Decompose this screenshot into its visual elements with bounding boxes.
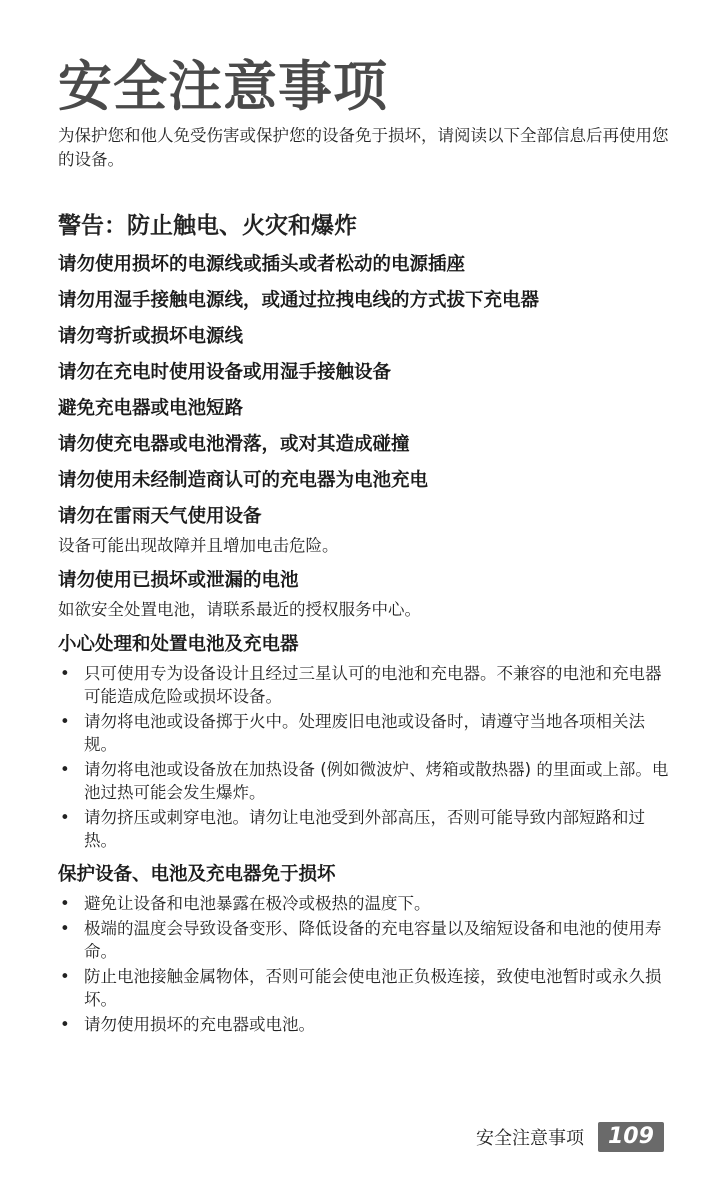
bullet-icon: • [60, 1015, 70, 1034]
list-item [58, 965, 670, 1011]
list-item [58, 662, 670, 708]
list-item-text: 极端的温度会导致设备变形、降低设备的充电容量以及缩短设备和电池的使用寿命。 [84, 919, 662, 961]
section [58, 504, 670, 558]
section-title: 请勿使用已损坏或泄漏的电池 [58, 570, 299, 591]
warning-heading: 警告：防止触电、火灾和爆炸 [58, 213, 357, 239]
section [58, 360, 670, 386]
section-title: 请勿使用未经制造商认可的充电器为电池充电 [58, 470, 429, 491]
list-item [58, 806, 670, 852]
intro-paragraph: 为保护您和他人免受伤害或保护您的设备免于损坏，请阅读以下全部信息后再使用您的设备。 [58, 126, 669, 169]
page-title: 安全注意事项 [58, 55, 388, 118]
section-body: 如欲安全处置电池，请联系最近的授权服务中心。 [58, 600, 421, 619]
bullet-icon: • [60, 967, 70, 986]
list-item-text: 请勿使用损坏的充电器或电池。 [84, 1015, 315, 1034]
section [58, 432, 670, 458]
list-item [58, 710, 670, 756]
section-title: 请勿用湿手接触电源线，或通过拉拽电线的方式拔下充电器 [58, 290, 540, 311]
bullet-list [58, 662, 670, 852]
document-page [58, 52, 670, 1038]
page-number: 109 [598, 1122, 664, 1152]
section [58, 632, 670, 852]
section-title: 请勿在充电时使用设备或用湿手接触设备 [58, 362, 392, 383]
list-item [58, 758, 670, 804]
list-item-text: 避免让设备和电池暴露在极冷或极热的温度下。 [84, 894, 431, 913]
list-item-text: 请勿将电池或设备放在加热设备 (例如微波炉、烤箱或散热器) 的里面或上部。电池过热可能会发生爆炸。 [84, 760, 669, 802]
section-title: 保护设备、电池及充电器免于损坏 [58, 864, 336, 885]
section [58, 862, 670, 1036]
section-body: 设备可能出现故障并且增加电击危险。 [58, 536, 339, 555]
section [58, 252, 670, 278]
list-item-text: 只可使用专为设备设计且经过三星认可的电池和充电器。不兼容的电池和充电器可能造成危险或损坏设备。 [84, 664, 662, 706]
section-title: 请勿使用损坏的电源线或插头或者松动的电源插座 [58, 254, 466, 275]
section-title: 请勿弯折或损坏电源线 [58, 326, 244, 347]
bullet-icon: • [60, 919, 70, 938]
list-item [58, 917, 670, 963]
list-item-text: 请勿挤压或刺穿电池。请勿让电池受到外部高压，否则可能导致内部短路和过热。 [84, 808, 645, 850]
section [58, 324, 670, 350]
list-item [58, 892, 670, 915]
footer-section-label: 安全注意事项 [476, 1128, 584, 1149]
section-title: 请勿使充电器或电池滑落，或对其造成碰撞 [58, 434, 410, 455]
bullet-icon: • [60, 894, 70, 913]
section-title: 小心处理和处置电池及充电器 [58, 634, 299, 655]
bullet-icon: • [60, 760, 70, 779]
section [58, 468, 670, 494]
bullet-icon: • [60, 664, 70, 683]
bullet-list [58, 892, 670, 1036]
section [58, 288, 670, 314]
section-title: 请勿在雷雨天气使用设备 [58, 506, 262, 527]
bullet-icon: • [60, 808, 70, 827]
page-footer [476, 1122, 664, 1152]
bullet-icon: • [60, 712, 70, 731]
section [58, 568, 670, 622]
list-item-text: 防止电池接触金属物体，否则可能会使电池正负极连接，致使电池暂时或永久损坏。 [84, 967, 662, 1009]
section [58, 396, 670, 422]
list-item [58, 1013, 670, 1036]
section-title: 避免充电器或电池短路 [58, 398, 244, 419]
list-item-text: 请勿将电池或设备掷于火中。处理废旧电池或设备时，请遵守当地各项相关法规。 [84, 712, 645, 754]
